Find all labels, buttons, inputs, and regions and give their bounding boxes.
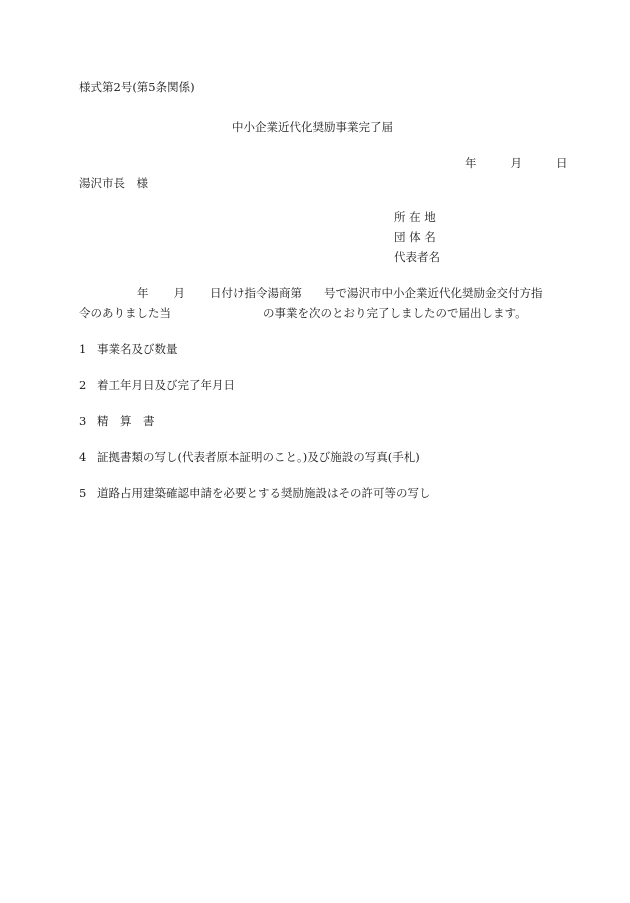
date-day: 日 bbox=[556, 156, 568, 170]
addressee: 湯沢市長 様 bbox=[79, 176, 148, 190]
item-text: 精 算 書 bbox=[97, 414, 155, 428]
item-number: 3 bbox=[79, 414, 87, 428]
body-tail-1: 号で湯沢市中小企業近代化奨励金交付方指 bbox=[324, 286, 543, 300]
items-list bbox=[79, 344, 431, 524]
list-item bbox=[79, 380, 431, 392]
item-text: 着工年月日及び完了年月日 bbox=[97, 378, 235, 392]
date-month: 月 bbox=[510, 156, 522, 170]
body-text-1: 日付け指令湯商第 bbox=[210, 286, 302, 300]
item-text: 証拠書類の写し(代表者原本証明のこと。)及び施設の写真(手札) bbox=[97, 450, 420, 464]
list-item bbox=[79, 416, 431, 428]
body-tail-2: の事業を次のとおり完了しましたので届出します。 bbox=[263, 306, 527, 320]
item-number: 1 bbox=[79, 342, 87, 356]
document-title: 中小企業近代化奨励事業完了届 bbox=[232, 120, 393, 134]
list-item bbox=[79, 488, 431, 500]
list-item bbox=[79, 452, 431, 464]
address-label: 所 在 地 bbox=[394, 210, 436, 224]
item-number: 5 bbox=[79, 486, 87, 500]
item-number: 4 bbox=[79, 450, 87, 464]
item-text: 事業名及び数量 bbox=[97, 342, 178, 356]
organization-label: 団 体 名 bbox=[394, 230, 436, 244]
representative-label: 代表者名 bbox=[394, 250, 440, 264]
list-item bbox=[79, 344, 431, 356]
applicant-block bbox=[394, 212, 440, 272]
body-line-1 bbox=[79, 288, 549, 300]
body-paragraph bbox=[79, 288, 549, 328]
item-number: 2 bbox=[79, 378, 87, 392]
date-year: 年 bbox=[465, 156, 477, 170]
body-text-2: 令のありました当 bbox=[79, 306, 171, 320]
body-line-2 bbox=[79, 308, 549, 320]
form-number: 様式第2号(第5条関係) bbox=[79, 80, 195, 94]
item-text: 道路占用建築確認申請を必要とする奨励施設はその許可等の写し bbox=[97, 486, 431, 500]
body-month: 月 bbox=[173, 286, 185, 300]
body-year: 年 bbox=[137, 286, 149, 300]
date-line bbox=[465, 158, 568, 170]
